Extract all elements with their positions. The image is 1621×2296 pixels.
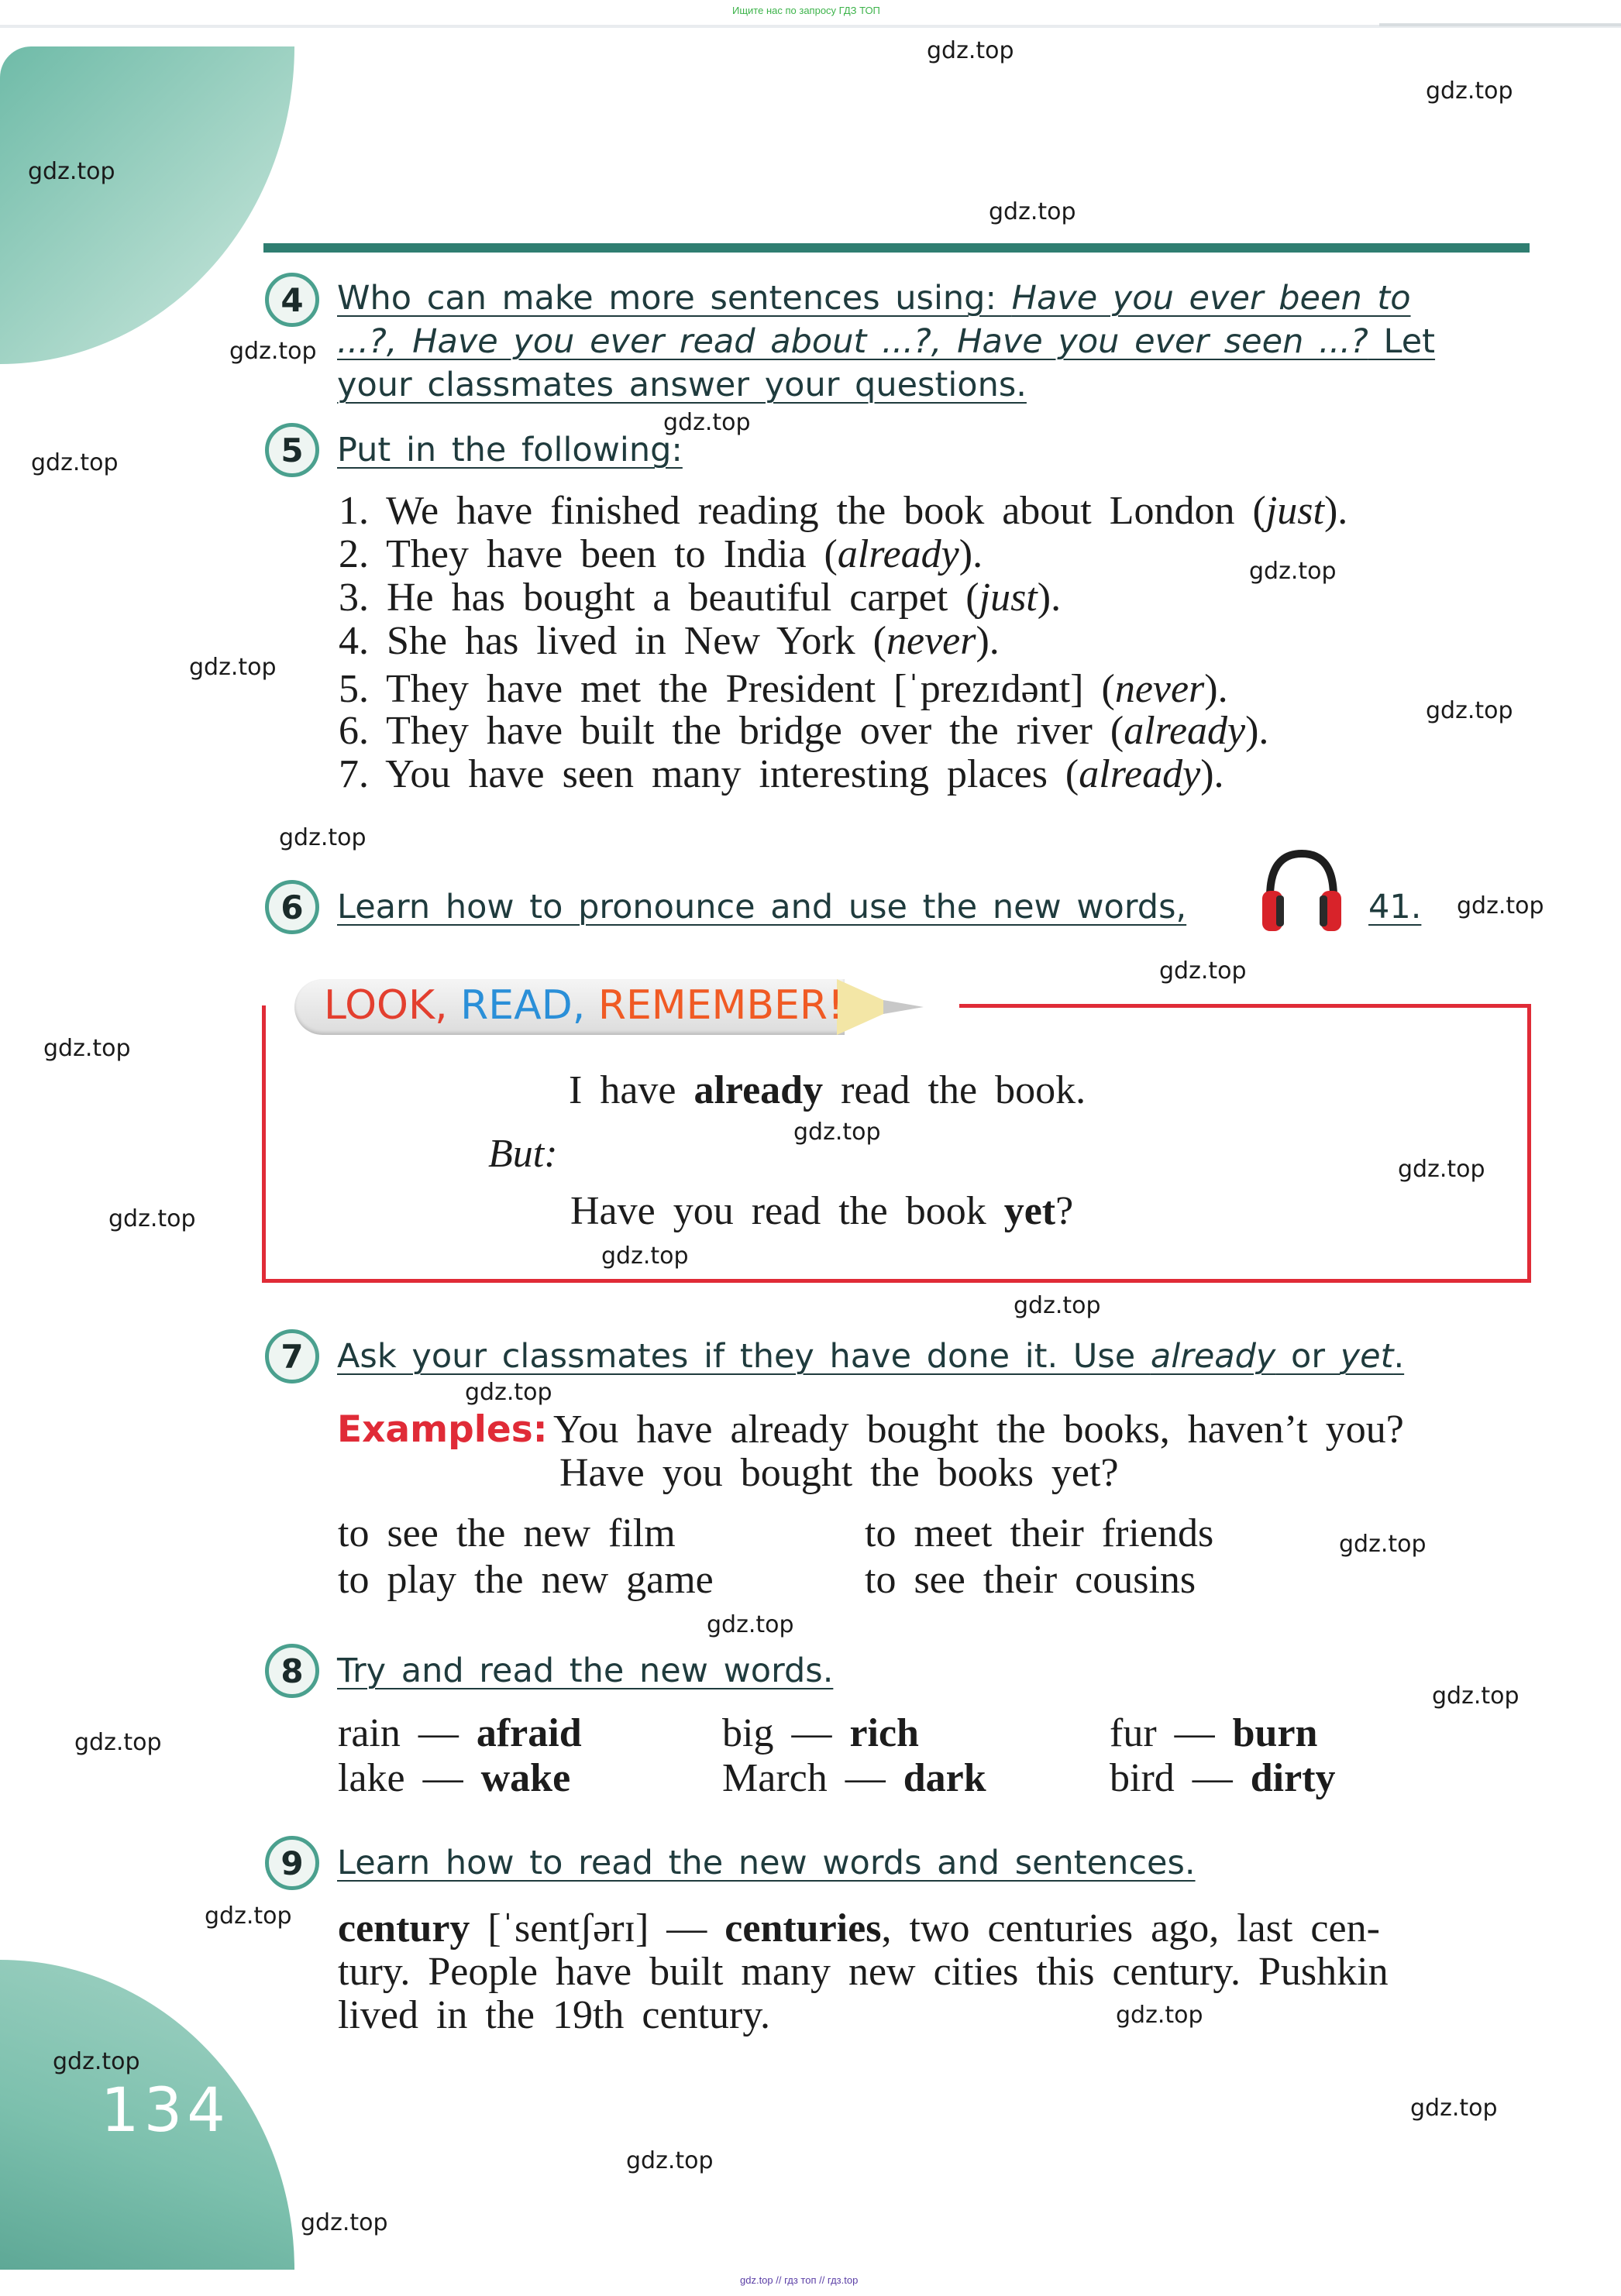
sentence-4: 4. She has lived in New York (never).	[339, 619, 1000, 663]
watermark: gdz.top	[279, 824, 367, 851]
watermark: gdz.top	[927, 37, 1014, 64]
word-pair-6: bird — dirty	[1110, 1756, 1336, 1800]
watermark: gdz.top	[1432, 1682, 1519, 1710]
watermark: gdz.top	[108, 1205, 196, 1232]
examples-label: Examples:	[337, 1408, 548, 1451]
box-top-border	[959, 1004, 1531, 1008]
watermark: gdz.top	[1159, 957, 1247, 985]
example-1: You have already bought the books, haven’t you?	[553, 1408, 1404, 1452]
task-number-6: 6	[265, 880, 319, 934]
watermark: gdz.top	[989, 198, 1076, 225]
watermark: gdz.top	[626, 2147, 714, 2174]
watermark: gdz.top	[31, 449, 119, 476]
word-pair-1: rain — afraid	[338, 1711, 582, 1755]
watermark: gdz.top	[1339, 1531, 1427, 1558]
task-7-title: Ask your classmates if they have done it. Use already or yet.	[337, 1337, 1405, 1376]
watermark: gdz.top	[301, 2209, 388, 2236]
headphones-icon[interactable]	[1259, 843, 1344, 936]
page-number: 134	[101, 2076, 230, 2146]
watermark: gdz.top	[465, 1379, 552, 1406]
task-4-line-2: ...?, Have you ever read about ...?, Have you ever seen ...? Let	[337, 322, 1436, 361]
look-read-remember-banner	[294, 974, 924, 1044]
task-number-9: 9	[265, 1836, 319, 1890]
watermark: gdz.top	[793, 1119, 881, 1146]
sentence-6: 6. They have built the bridge over the river (already).	[339, 709, 1269, 753]
sentence-7: 7. You have seen many interesting places (already).	[339, 752, 1224, 796]
word-pair-2: big — rich	[722, 1711, 919, 1755]
sentence-3: 3. He has bought a beautiful carpet (just).	[339, 576, 1062, 620]
task-6-title: Learn how to pronounce and use the new words,	[337, 888, 1187, 926]
sentence-5: 5. They have met the President [ˈprezɪdənt] (never).	[339, 667, 1228, 711]
phrase-4: to see their cousins	[865, 1558, 1196, 1602]
rule-sentence-1: I have already read the book.	[569, 1068, 1086, 1112]
word-pair-4: lake — wake	[338, 1756, 571, 1800]
watermark: gdz.top	[28, 158, 115, 185]
task-8-title: Try and read the new words.	[337, 1652, 834, 1690]
watermark: gdz.top	[707, 1611, 794, 1638]
reading-line-3: lived in the 19th century.	[338, 1993, 770, 2037]
watermark: gdz.top	[601, 1243, 689, 1270]
watermark: gdz.top	[1249, 558, 1337, 585]
watermark: gdz.top	[53, 2048, 140, 2075]
task-4-line-1: Who can make more sentences using: Have you ever been to	[337, 279, 1411, 318]
sentence-2: 2. They have been to India (already).	[339, 532, 983, 576]
watermark: gdz.top	[43, 1035, 131, 1062]
watermark: gdz.top	[1426, 77, 1513, 105]
task-number-8: 8	[265, 1644, 319, 1698]
header-rule	[263, 243, 1530, 253]
phrase-3: to play the new game	[338, 1558, 714, 1602]
watermark: gdz.top	[205, 1902, 292, 1930]
watermark: gdz.top	[74, 1729, 162, 1756]
task-number-5: 5	[265, 423, 319, 477]
banner-text: LOOK, READ, REMEMBER!	[324, 982, 844, 1029]
watermark: gdz.top	[1426, 697, 1513, 724]
task-4-line-3: your classmates answer your questions.	[337, 366, 1027, 404]
corner-decoration-top	[0, 46, 294, 364]
task-number-4: 4	[265, 273, 319, 327]
example-2: Have you bought the books yet?	[559, 1451, 1119, 1495]
sentence-1: 1. We have finished reading the book about London (just).	[339, 489, 1348, 533]
footer-text: gdz.top // гдз топ // гдз.top	[740, 2274, 859, 2286]
pencil-tip-icon	[837, 974, 924, 1044]
watermark: gdz.top	[1116, 2002, 1203, 2029]
rule-sentence-2: Have you read the book yet?	[570, 1189, 1074, 1233]
watermark: gdz.top	[189, 654, 277, 681]
task-5-title: Put in the following:	[337, 431, 683, 469]
look-read-remember-box	[262, 1005, 1531, 1283]
search-hint: Ищите нас по запросу ГДЗ ТОП	[732, 5, 880, 16]
watermark: gdz.top	[1398, 1156, 1485, 1183]
task-number-7: 7	[265, 1329, 319, 1383]
phrase-1: to see the new film	[338, 1511, 676, 1555]
watermark: gdz.top	[663, 409, 751, 436]
reading-line-1: century [ˈsentʃərɪ] — centuries, two centuries ago, last cen-	[338, 1906, 1380, 1951]
reading-line-2: tury. People have built many new cities this century. Pushkin	[338, 1950, 1389, 1994]
phrase-2: to meet their friends	[865, 1511, 1214, 1555]
watermark: gdz.top	[1457, 892, 1544, 919]
word-pair-3: fur — burn	[1110, 1711, 1318, 1755]
audio-track-number: 41.	[1368, 888, 1422, 926]
but-label: But:	[488, 1132, 558, 1176]
watermark: gdz.top	[229, 338, 317, 365]
watermark: gdz.top	[1014, 1292, 1101, 1319]
top-bar	[0, 0, 1621, 28]
watermark: gdz.top	[1410, 2095, 1498, 2122]
task-9-title: Learn how to read the new words and sentences.	[337, 1844, 1196, 1882]
word-pair-5: March — dark	[722, 1756, 986, 1800]
divider	[1379, 23, 1621, 26]
